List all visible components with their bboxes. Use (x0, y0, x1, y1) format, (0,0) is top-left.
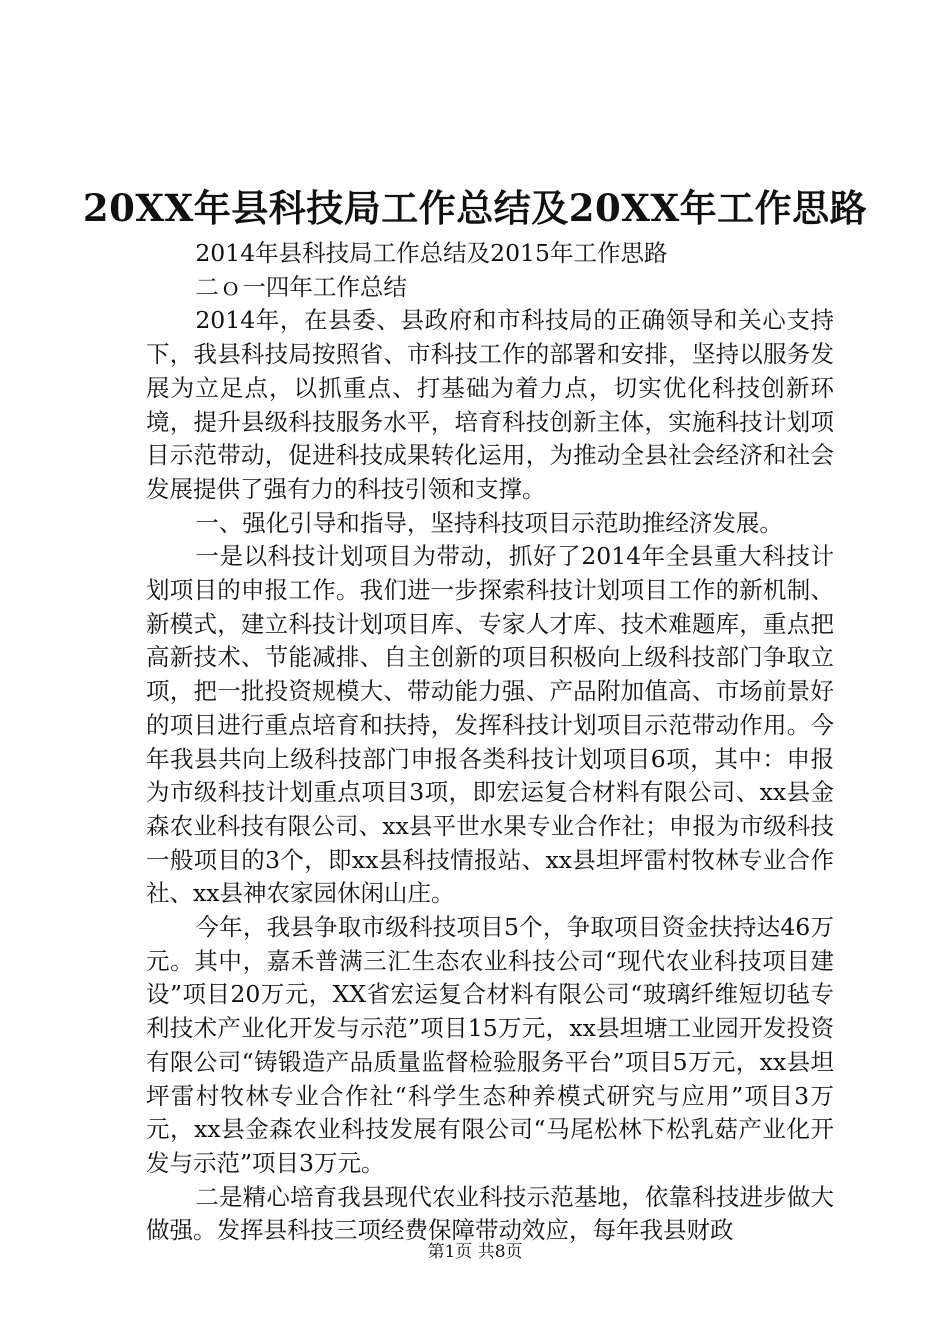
paragraph-subtitle: 2014年县科技局工作总结及2015年工作思路 (195, 239, 668, 267)
paragraph-item-one: 一是以科技计划项目为带动，抓好了2014年全县重大科技计划项目的申报工作。我们进一步探索科技计划项目工作的新机制、新模式，建立科技计划项目库、专家人才库、技术难题库，重点把高新技术、节能减排、自主创新的项目积极向上级科技部门争取立项，把一批投资规模大、带动能力强、产品附加值高、市场前景好的项目进行重点培育和扶持，发挥科技计划项目示范带动作用。今年我县共向上级科技部门申报各类科技计划项目6项，其中：申报为市级科技计划重点项目3项，即宏运复合材料有限公司、xx县金森农业科技有限公司、xx县平世水果专业合作社；申报为市级科技一般项目的3个，即xx县科技情报站、xx县坦坪雷村牧林专业合作社、xx县神农家园休闲山庄。 (146, 542, 834, 908)
document-title: 20XX年县科技局工作总结及20XX年工作思路 (82, 186, 868, 230)
paragraph-item-two: 二是精心培育我县现代农业科技示范基地，依靠科技进步做大做强。发挥县科技三项经费保障带动效应，每年我县财政 (146, 1182, 834, 1245)
paragraph-funding: 今年，我县争取市级科技项目5个，争取项目资金扶持达46万元。其中，嘉禾普满三汇生态农业科技公司“现代农业科技项目建设”项目20万元，XX省宏运复合材料有限公司“玻璃纤维短切毡专利技术产业化开发与示范”项目15万元，xx县坦塘工业园开发投资有限公司“铸锻造产品质量监督检验服务平台”项目5万元，xx县坦坪雷村牧林专业合作社“科学生态种养模式研究与应用”项目3万元，xx县金森农业科技发展有限公司“马尾松林下松乳菇产业化开发与示范”项目3万元。 (146, 913, 834, 1177)
paragraph-heading-one: 一、强化引导和指导，坚持科技项目示范助推经济发展。 (195, 508, 783, 537)
paragraph-intro: 2014年，在县委、县政府和市科技局的正确领导和关心支持下，我县科技局按照省、市科技工作的部署和安排，坚持以服务发展为立足点，以抓重点、打基础为着力点，切实优化科技创新环境，提升县级科技服务水平，培育科技创新主体，实施科技计划项目示范带动，促进科技成果转化运用，为推动全县社会经济和社会发展提供了强有力的科技引领和支撑。 (146, 306, 834, 503)
paragraph-section-heading: 二ｏ一四年工作总结 (195, 272, 407, 301)
document-body (146, 237, 834, 1248)
page-number-footer: 第1页 共8页 (427, 1242, 523, 1262)
